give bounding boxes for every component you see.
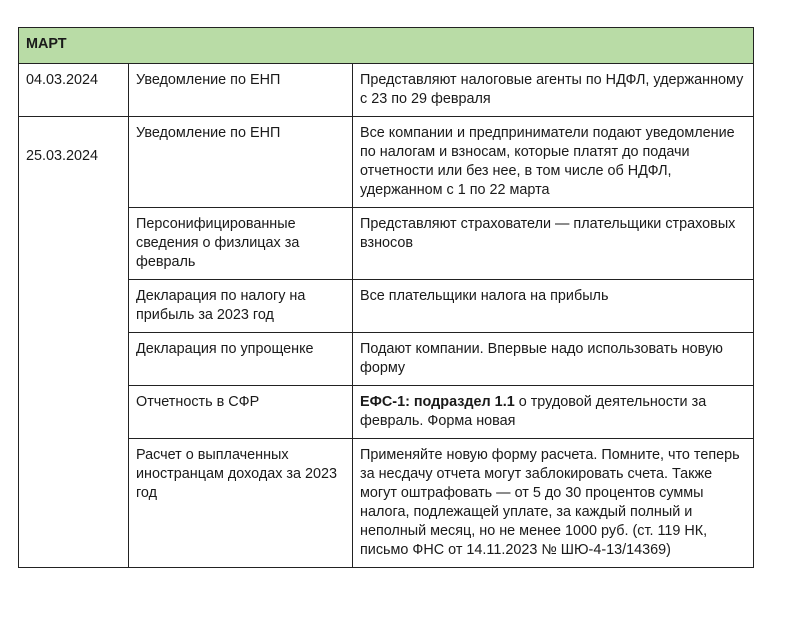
report-description: Применяйте новую форму расчета. Помните, что теперь за несдачу отчета могут заблокировать счета. Также могут оштрафовать — от 5 до 30 процентов суммы налога, подлежащей уплате, за каждый полный и неполный месяц, но не менее 1000 руб. (ст. 119 НК, письмо ФНС от 14.11.2023 № ШЮ-4-13/14369) xyxy=(353,439,754,568)
report-name: Уведомление по ЕНП xyxy=(129,117,353,208)
table-row xyxy=(19,280,754,333)
report-name: Персонифицированные сведения о физлицах за февраль xyxy=(129,208,353,280)
report-name: Уведомление по ЕНП xyxy=(129,64,353,117)
table-row xyxy=(19,208,754,280)
tax-calendar-table xyxy=(18,27,754,568)
form-description: о трудовой деятельности за февраль. Форма новая xyxy=(360,394,707,429)
report-name: Декларация по упрощенке xyxy=(129,333,353,386)
table-row xyxy=(19,333,754,386)
report-name: Расчет о выплаченных иностранцам доходах за 2023 год xyxy=(129,439,353,568)
deadline-date: 25.03.2024 xyxy=(19,117,129,568)
report-description: Подают компании. Впервые надо использовать новую форму xyxy=(353,333,754,386)
report-description: Все компании и предприниматели подают уведомление по налогам и взносам, которые платят до подачи отчетности или без нее, в том числе об НДФЛ, удержанном с 1 по 22 марта xyxy=(353,117,754,208)
table-row xyxy=(19,64,754,117)
report-name: Декларация по налогу на прибыль за 2023 год xyxy=(129,280,353,333)
month-header-row xyxy=(19,28,754,64)
table-row xyxy=(19,386,754,439)
tax-calendar xyxy=(18,27,753,568)
report-description: Представляют страхователи — плательщики страховых взносов xyxy=(353,208,754,280)
report-description: Все плательщики налога на прибыль xyxy=(353,280,754,333)
month-title: МАРТ xyxy=(19,28,754,64)
table-row xyxy=(19,117,754,208)
report-description xyxy=(353,386,754,439)
table-row xyxy=(19,439,754,568)
report-name: Отчетность в СФР xyxy=(129,386,353,439)
report-description: Представляют налоговые агенты по НДФЛ, удержанному с 23 по 29 февраля xyxy=(353,64,754,117)
deadline-date: 04.03.2024 xyxy=(19,64,129,117)
form-code: ЕФС-1: подраздел 1.1 xyxy=(360,394,515,410)
